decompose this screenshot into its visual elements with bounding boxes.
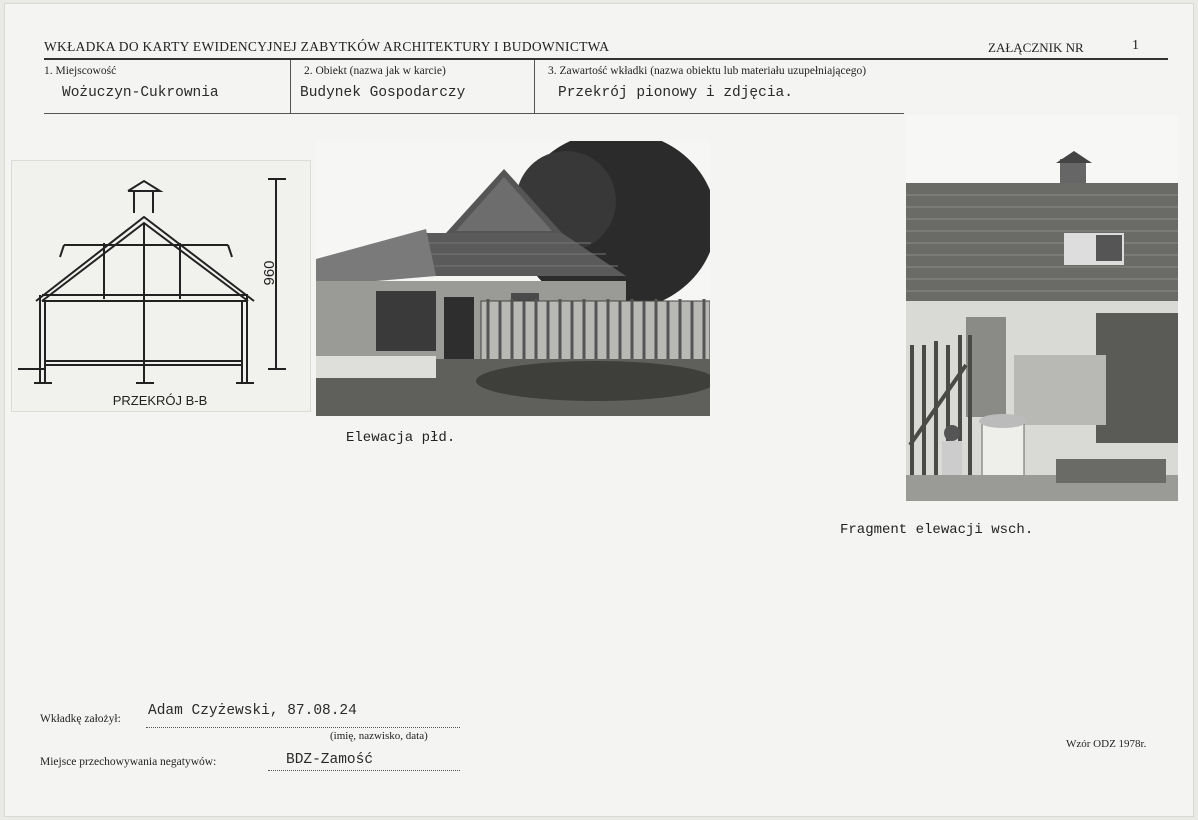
object-value: Budynek Gospodarczy: [300, 85, 466, 101]
card-sheet: [4, 3, 1194, 817]
author-value: Adam Czyżewski, 87.08.24: [148, 703, 357, 719]
dimension-label: 960: [261, 260, 278, 286]
annex-number: 1: [1132, 38, 1139, 53]
place-value: Wożuczyn-Cukrownia: [62, 85, 219, 101]
section-caption: PRZEKRÓJ B-B: [112, 393, 208, 408]
object-label: 2. Obiekt (nazwa jak w karcie): [304, 65, 446, 77]
author-hint: (imię, nazwisko, data): [330, 730, 428, 742]
form-note: Wzór ODZ 1978r.: [1066, 738, 1147, 750]
place-label: 1. Miejscowość: [44, 65, 117, 77]
caption-east: Fragment elewacji wsch.: [840, 522, 1034, 538]
field-divider-1: [290, 60, 291, 114]
field-row-rule: [44, 113, 904, 114]
photo-south-elevation: [316, 141, 710, 416]
author-label: Wkładkę założył:: [40, 713, 121, 725]
caption-south: Elewacja płd.: [346, 430, 456, 446]
author-underline: [146, 727, 460, 728]
field-divider-2: [534, 60, 535, 114]
contents-label: 3. Zawartość wkładki (nazwa obiektu lub materiału uzupełniającego): [548, 65, 867, 77]
header-rule: [44, 58, 1168, 60]
photo-east-elevation: [906, 115, 1178, 501]
form-title: WKŁADKA DO KARTY EWIDENCYJNEJ ZABYTKÓW ARCHITEKTURY I BUDOWNICTWA: [44, 39, 610, 54]
annex-label: ZAŁĄCZNIK NR: [988, 40, 1084, 55]
section-drawing: [12, 161, 310, 411]
photo-south-svg: [316, 141, 710, 416]
storage-label: Miejsce przechowywania negatywów:: [40, 756, 217, 768]
contents-value: Przekrój pionowy i zdjęcia.: [558, 85, 793, 101]
section-drawing-svg: [12, 161, 310, 411]
storage-value: BDZ-Zamość: [286, 752, 374, 768]
photo-east-svg: [906, 115, 1178, 501]
storage-underline: [268, 770, 460, 771]
